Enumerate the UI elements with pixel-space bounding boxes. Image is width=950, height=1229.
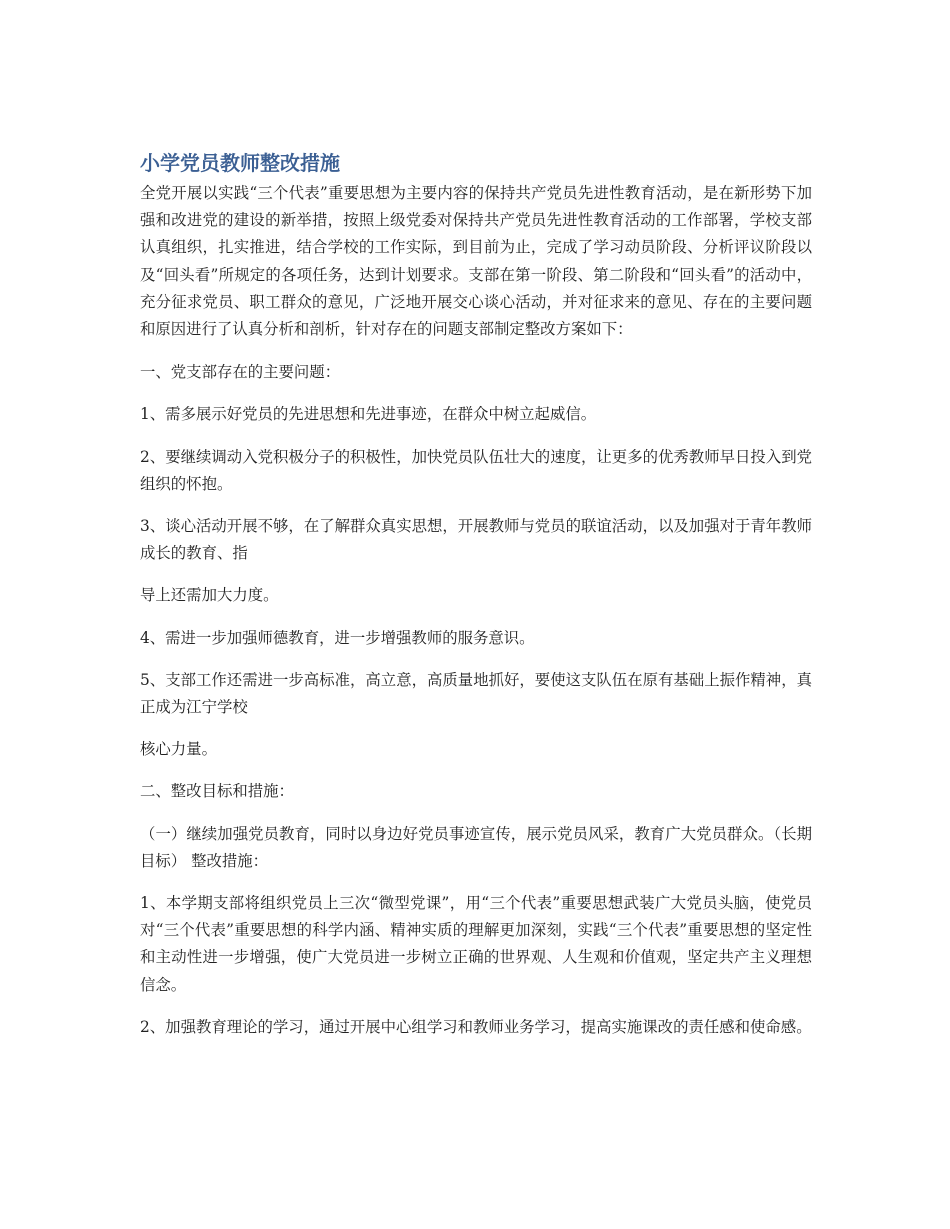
problem-item-3-continued: 导上还需加大力度。: [140, 586, 279, 605]
section-heading-problems: 一、党支部存在的主要问题：: [140, 363, 341, 382]
problem-item-3: 3、谈心活动开展不够，在了解群众真实思想，开展教师与党员的联谊活动，以及加强对于青年教师成长的教育、指: [140, 517, 812, 563]
problem-item-5: 5、支部工作还需进一步高标准，高立意，高质量地抓好，要使这支队伍在原有基础上振作精神，真正成为江宁学校: [140, 670, 812, 717]
measure-item-2: 2、加强教育理论的学习，通过开展中心组学习和教师业务学习，提高实施课改的责任感和使命感。: [140, 1017, 812, 1036]
document-title: 小学党员教师整改措施: [140, 151, 340, 175]
problem-item-1: 1、需多展示好党员的先进思想和先进事迹，在群众中树立起威信。: [140, 405, 597, 424]
measure-item-1: 1、本学期支部将组织党员上三次“微型党课”，用“三个代表”重要思想武装广大党员头脑，使党员对“三个代表”重要思想的科学内涵、精神实质的理解更加深刻，实践“三个代表”重要思想的坚定性和主动性进一步增强，使广大党员进一步树立正确的世界观、人生观和价值观，坚定共产主义理想信念。: [140, 894, 812, 994]
document-page: [140, 148, 812, 1056]
measure-subheading-1: （一）继续加强党员教育，同时以身边好党员事迹宣传，展示党员风采，教育广大党员群众。（长期目标） 整改措施：: [140, 824, 812, 870]
intro-paragraph: 全党开展以实践“三个代表”重要思想为主要内容的保持共产党员先进性教育活动，是在新形势下加强和改进党的建设的新举措，按照上级党委对保持共产党员先进性教育活动的工作部署，学校支部认真组织，扎实推进，结合学校的工作实际，到目前为止，完成了学习动员阶段、分析评议阶段以及“回头看”所规定的各项任务，达到计划要求。支部在第一阶段、第二阶段和“回头看”的活动中，充分征求党员、职工群众的意见，广泛地开展交心谈心活动，并对征求来的意见、存在的主要问题和原因进行了认真分析和剖析，针对存在的问题支部制定整改方案如下：: [140, 184, 812, 339]
problem-item-2: 2、要继续调动入党积极分子的积极性，加快党员队伍壮大的速度，让更多的优秀教师早日投入到党组织的怀抱。: [140, 447, 812, 493]
problem-item-5-continued: 核心力量。: [140, 740, 217, 759]
section-heading-measures: 二、整改目标和措施：: [140, 782, 294, 801]
problem-item-4: 4、需进一步加强师德教育，进一步增强教师的服务意识。: [140, 628, 535, 647]
